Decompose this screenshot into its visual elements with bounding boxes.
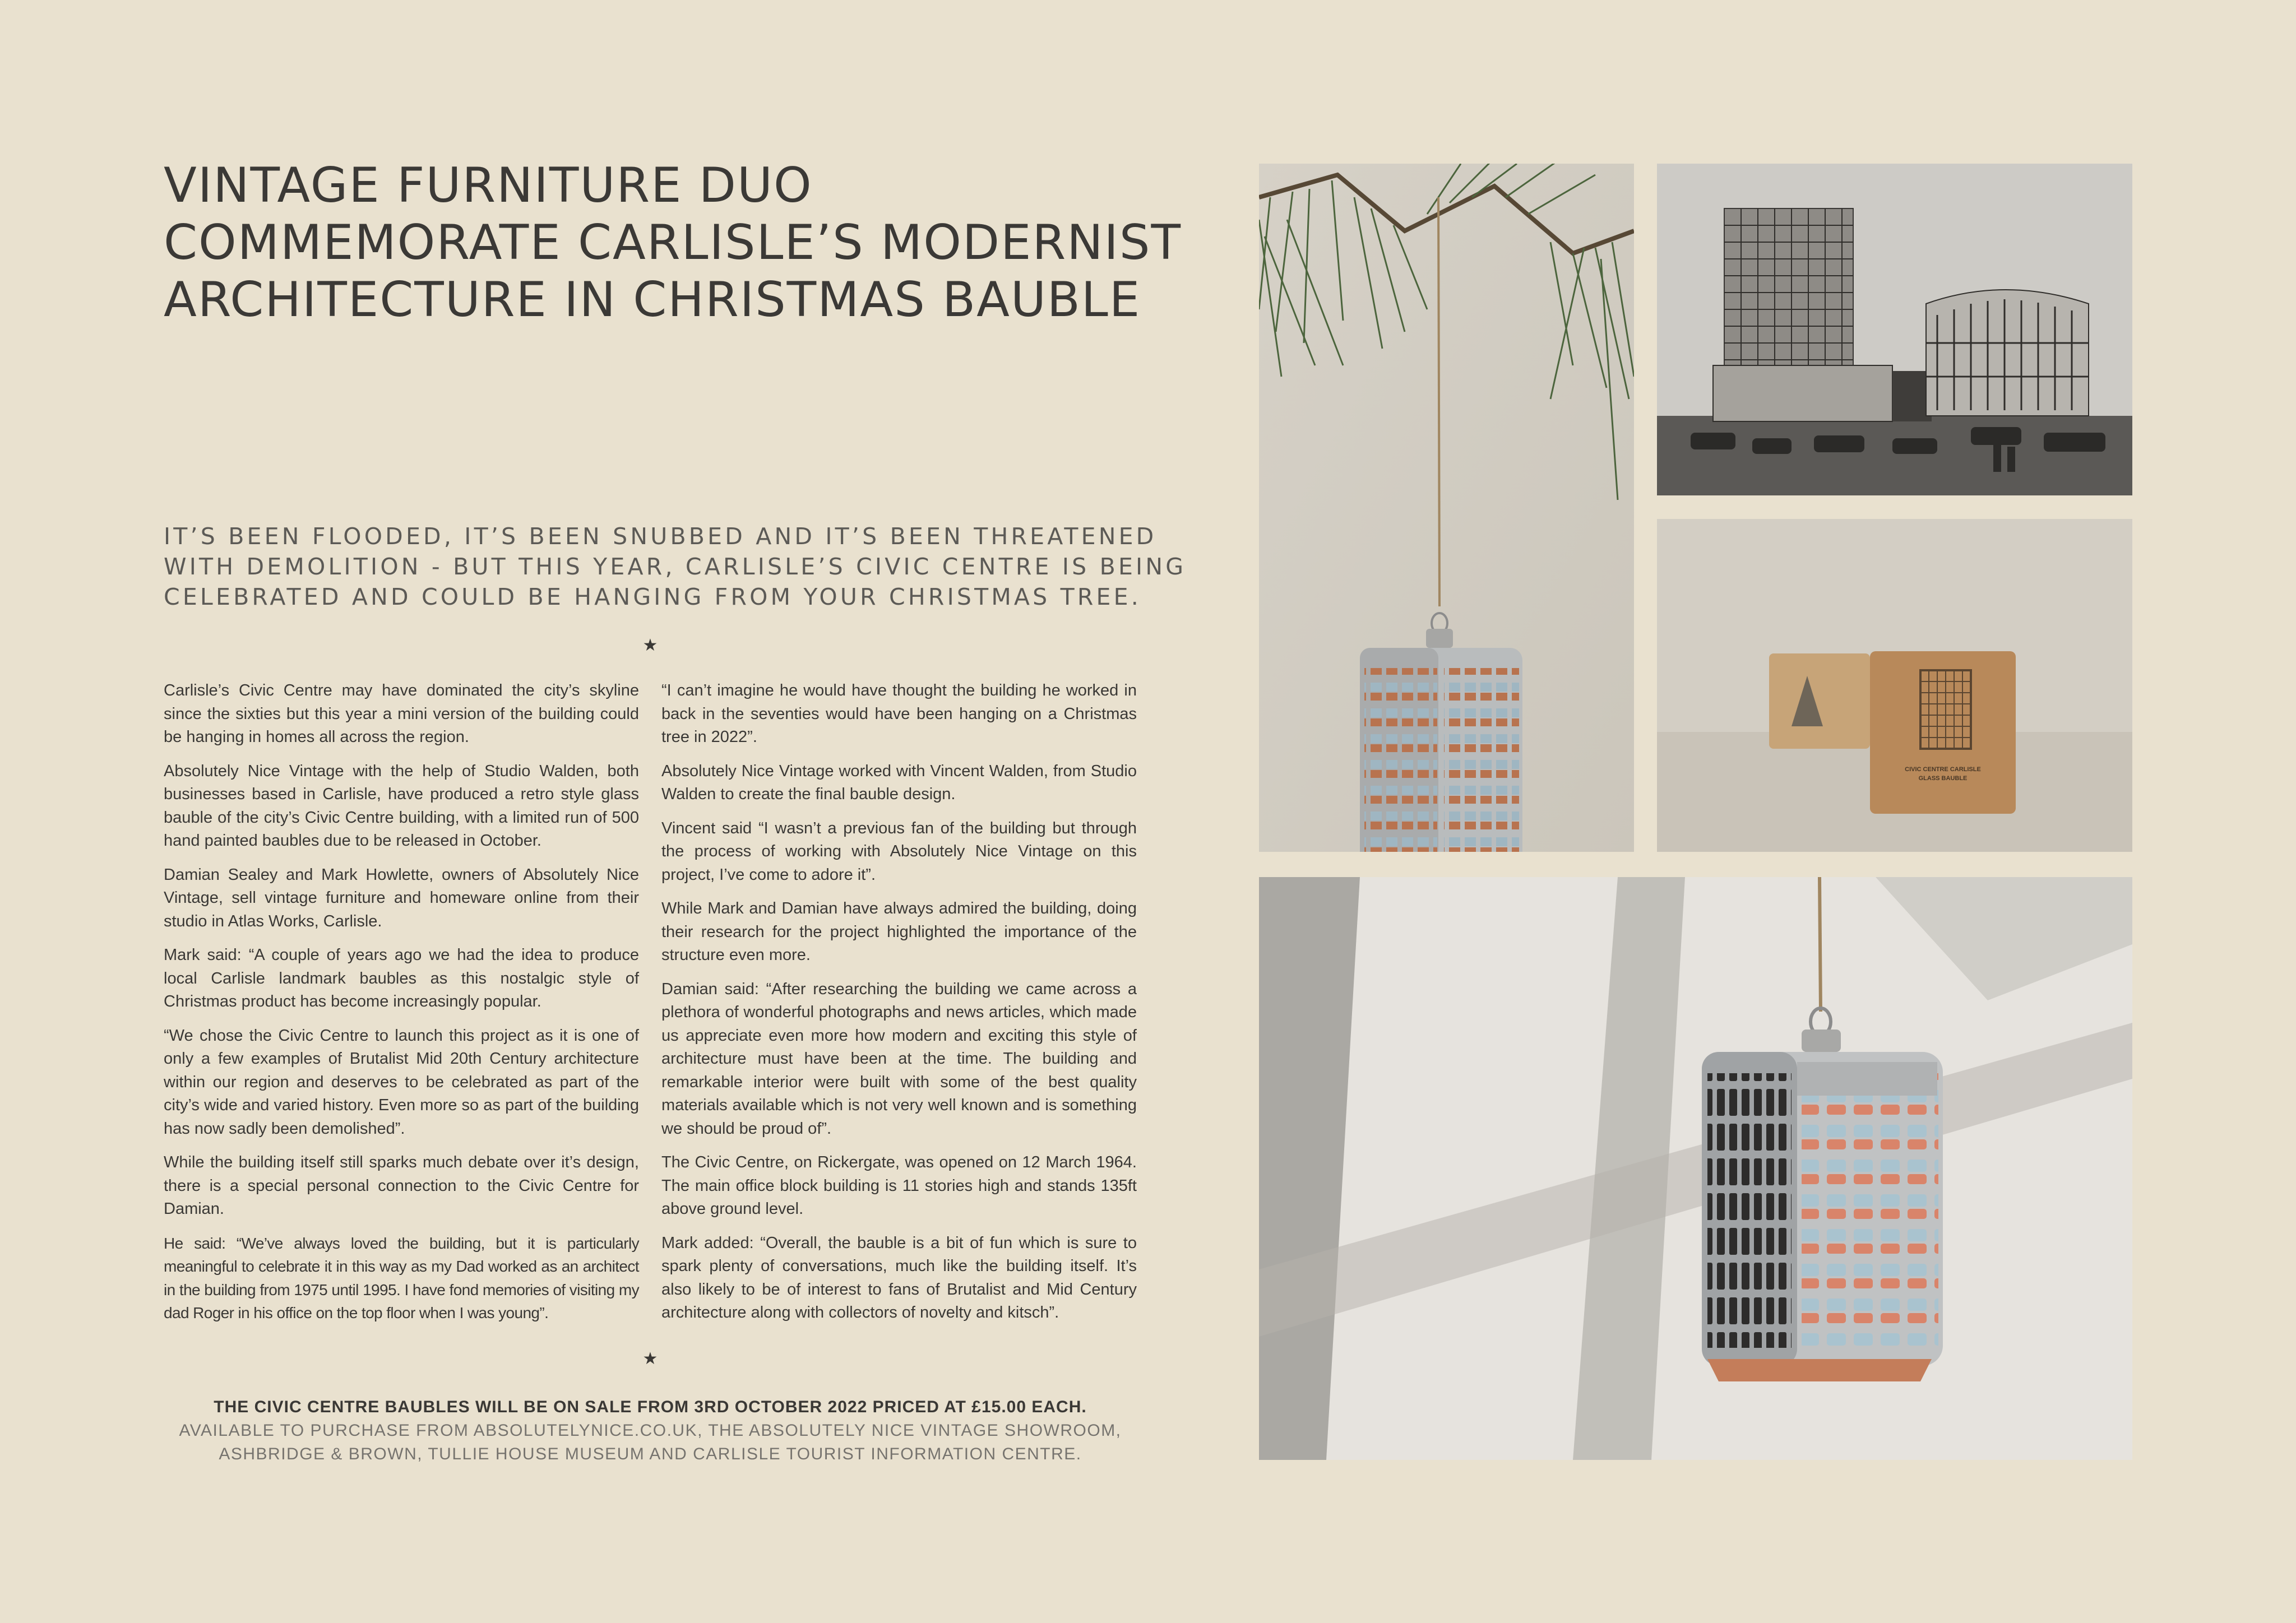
body-paragraph: Absolutely Nice Vintage worked with Vincent Walden, from Studio Walden to create the final bauble design.: [661, 762, 1137, 803]
body-paragraph: While the building itself still sparks much debate over it’s design, there is a special personal connection to the Civic Centre for Damian.: [164, 1153, 639, 1218]
standfirst-line-2: WITH DEMOLITION - BUT THIS YEAR, CARLISLE’S CIVIC CENTRE IS BEING: [164, 553, 1187, 580]
body-paragraph: “We chose the Civic Centre to launch this project as it is one of only a few examples of Brutalist Mid 20th Century architecture within our region and deserves to be celebrated as part of the city’s wide and varied history. Even more so as part of the building has now sadly been demolished”.: [164, 1026, 639, 1138]
stockists-line-1: AVAILABLE TO PURCHASE FROM ABSOLUTELYNICE.CO.UK, THE ABSOLUTELY NICE VINTAGE SHOWROOM,: [179, 1421, 1122, 1440]
headline: [164, 157, 1182, 328]
headline-line-1: VINTAGE FURNITURE DUO: [164, 157, 813, 214]
standfirst-line-3: CELEBRATED AND COULD BE HANGING FROM YOUR CHRISTMAS TREE.: [164, 583, 1141, 610]
body-paragraph: Carlisle’s Civic Centre may have dominated the city’s skyline since the sixties but this year a mini version of the building could be hanging in homes all across the region.: [164, 681, 639, 746]
body-paragraph: He said: “We’ve always loved the building, but it is particularly meaningful to celebrate it in this way as my Dad worked as an architect in the building from 1975 until 1995. I have fond memories of visiting my dad Roger in his office on the top floor when I was young”.: [164, 1234, 639, 1321]
sale-info: [164, 1395, 1137, 1466]
sale-announcement: THE CIVIC CENTRE BAUBLES WILL BE ON SALE FROM 3RD OCTOBER 2022 PRICED AT £15.00 EACH.: [214, 1398, 1087, 1416]
box-label-line-1: CIVIC CENTRE CARLISLE: [1905, 766, 1981, 773]
standfirst-line-1: IT’S BEEN FLOODED, IT’S BEEN SNUBBED AND IT’S BEEN THREATENED: [164, 523, 1157, 550]
body-column-left: [164, 679, 639, 1336]
photo-bauble-closeup: [1259, 877, 2132, 1460]
body-paragraph: Absolutely Nice Vintage with the help of Studio Walden, both businesses based in Carlisle, have produced a retro style glass bauble of the city’s Civic Centre building, with a limited run of 500 hand painted baubles due to be released in October.: [164, 762, 639, 850]
body-paragraph: Mark added: “Overall, the bauble is a bit of fun which is sure to spark plenty of conversations, much like the building itself. It’s also likely to be of interest to fans of Brutalist and Mid Century architecture along with collectors of novelty and kitsch”.: [661, 1234, 1137, 1321]
box-label-line-2: GLASS BAUBLE: [1918, 775, 1968, 782]
body-column-right: [661, 679, 1137, 1336]
star-divider-bottom: ★: [642, 1350, 658, 1368]
body-paragraph: “I can’t imagine he would have thought the building he worked in back in the seventies would have been hanging on a Christmas tree in 2022”.: [661, 681, 1137, 746]
body-paragraph: Damian Sealey and Mark Howlette, owners of Absolutely Nice Vintage, sell vintage furniture and homeware online from their studio in Atlas Works, Carlisle.: [164, 865, 639, 930]
photo-bauble-on-pine-branch: [1259, 164, 1634, 852]
body-paragraph: While Mark and Damian have always admired the building, doing their research for the project highlighted the importance of the structure even more.: [661, 899, 1137, 964]
body-paragraph: Vincent said “I wasn’t a previous fan of the building but through the process of working with Absolutely Nice Vintage on this project, I’ve come to adore it”.: [661, 819, 1137, 884]
stockists-line-2: ASHBRIDGE & BROWN, TULLIE HOUSE MUSEUM AND CARLISLE TOURIST INFORMATION CENTRE.: [219, 1445, 1082, 1463]
headline-line-2: COMMEMORATE CARLISLE’S MODERNIST: [164, 215, 1182, 271]
body-paragraph: Mark said: “A couple of years ago we had the idea to produce local Carlisle landmark baubles as this nostalgic style of Christmas product has become increasingly popular.: [164, 946, 639, 1010]
stockists: [164, 1419, 1137, 1466]
star-divider-top: ★: [642, 636, 658, 655]
body-paragraph: The Civic Centre, on Rickergate, was opened on 12 March 1964. The main office block building is 11 stories high and stands 135ft above ground level.: [661, 1153, 1137, 1218]
photo-bauble-boxes: [1657, 519, 2132, 852]
standfirst: [164, 521, 1187, 612]
photo-civic-centre-archive: [1657, 164, 2132, 495]
headline-line-3: ARCHITECTURE IN CHRISTMAS BAUBLE: [164, 272, 1141, 328]
body-paragraph: Damian said: “After researching the building we came across a plethora of wonderful photographs and news articles, which made us appreciate even more how modern and exciting this style of architecture must have been at the time. The building and remarkable interior were built with some of the best quality materials available which is not very well known and is something we should be proud of”.: [661, 980, 1137, 1138]
